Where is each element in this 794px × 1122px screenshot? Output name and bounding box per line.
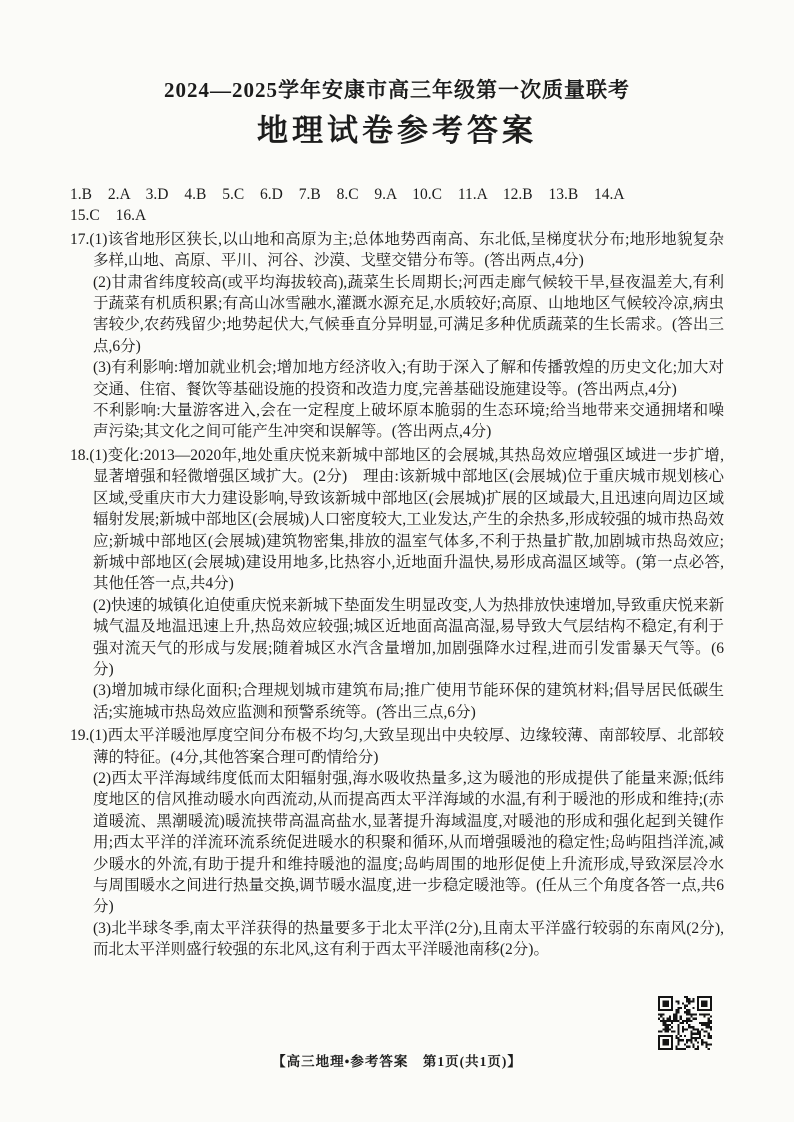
question-19-part-3: (3)北半球冬季,南太平洋获得的热量要多于北太平洋(2分),且南太平洋盛行较弱的东南风(2分),而北太平洋则盛行较强的东北风,这有利于西太平洋暖池南移(2分)。	[93, 919, 724, 959]
question-18-part-1	[70, 445, 724, 595]
question-19-part-1	[70, 725, 724, 768]
question-19-part-2: (2)西太平洋海域纬度低而太阳辐射强,海水吸收热量多,这为暖池的形成提供了能量来源;低纬度地区的信风推动暖水向西流动,从而提高西太平洋海域的水温,有利于暖池的形成和维持;(赤道暖流、黑潮暖流)暖流挟带高温高盐水,显著提升海域温度,对暖池的形成和强化起到关键作用;西太平洋的洋流环流系统促进暖水的积聚和循环,从而增强暖池的稳定性;岛屿阻挡洋流,减少暖水的外流,有助于提升和维持暖池的温度;岛屿周围的地形促使上升流形成,导致深层冷水与周围暖水之间进行热量交换,调节暖水温度,进一步稳定暖池等。(任从三个角度各答一点,共6分)	[93, 769, 724, 916]
answer-sheet-title: 地理试卷参考答案	[257, 113, 537, 148]
choice-answers-line2: 15.C 16.A	[70, 207, 147, 225]
question-18-part-2: (2)快速的城镇化迫使重庆悦来新城下垫面发生明显改变,人为热排放快速增加,导致重庆悦来新城气温及地温迅速上升,热岛效应较强;城区近地面高温高湿,易导致大气层结构不稳定,有利于强对流天气的形成与发展;随着城区水汽含量增加,加剧强降水过程,进而引发雷暴天气等。(6分)	[93, 596, 724, 678]
qr-code	[658, 996, 712, 1050]
question-18-number: 18.	[70, 446, 90, 464]
question-17-part-3-disadvantages: 不利影响:大量游客进入,会在一定程度上破坏原本脆弱的生态环境;给当地带来交通拥堵和噪声污染;其文化之间可能产生冲突和误解等。(答出两点,4分)	[93, 402, 724, 441]
question-17-part-3: (3)有利影响:增加就业机会;增加地方经济收入;有助于深入了解和传播敦煌的历史文化;加大对交通、住宿、餐饮等基础设施的投资和改造力度,完善基础设施建设等。(答出两点,4分)	[93, 359, 724, 398]
qr-code-graphic	[658, 996, 712, 1050]
question-18	[70, 445, 724, 723]
choice-answers-block	[70, 184, 724, 227]
question-17-answer-1: (1)该省地形区狭长,以山地和高原为主;总体地势西南高、东北低,呈梯度状分布;地形地貌复杂多样,山地、高原、平川、河谷、沙漠、戈壁交错分布等。(答出两点,4分)	[89, 230, 724, 270]
question-19	[70, 725, 724, 960]
question-17-part-1	[70, 229, 724, 272]
question-19-answer-1: (1)西太平洋暖池厚度空间分布极不均匀,大致呈现出中央较厚、边缘较薄、南部较厚、北部较薄的特征。(4分,其他答案合理可酌情给分)	[89, 727, 724, 766]
choice-answers-line1: 1.B 2.A 3.D 4.B 5.C 6.D 7.B 8.C 9.A 10.C 11.A 12.B 13.B 14.A	[70, 186, 625, 203]
footer-page-info: 【高三地理•参考答案 第1页(共1页)】	[272, 1054, 522, 1069]
question-17-number: 17.	[70, 230, 90, 248]
question-18-part-3: (3)增加城市绿化面积;合理规划城市建筑布局;推广使用节能环保的建筑材料;倡导居民低碳生活;实施城市热岛效应监测和预警系统等。(答出三点,6分)	[93, 682, 724, 721]
exam-title: 2024—2025学年安康市高三年级第一次质量联考	[164, 78, 630, 102]
question-17	[70, 229, 724, 443]
question-18-answer-1: (1)变化:2013—2020年,地处重庆悦来新城中部地区的会展城,其热岛效应增强区域进一步扩增,显著增强和轻微增强区域扩大。(2分) 理由:该新城中部地区(会展城)位于重庆城市规划核心区域,受重庆市大力建设影响,导致该新城中部地区(会展城)扩展的区域最大,且迅速向周边区域辐射发展;新城中部地区(会展城)人口密度较大,工业发达,产生的余热多,形成较强的城市热岛效应;新城中部地区(会展城)建筑物密集,排放的温室气体多,不利于热量扩散,加剧城市热岛效应;新城中部地区(会展城)建设用地多,比热容小,近地面升温快,易形成高温区域等。(第一点必答,其他任答一点,共4分)	[89, 446, 724, 593]
question-17-part-2: (2)甘肃省纬度较高(或平均海拔较高),蔬菜生长周期长;河西走廊气候较干旱,昼夜温差大,有利于蔬菜有机质积累;有高山冰雪融水,灌溉水源充足,水质较好;高原、山地地区气候较冷凉,病虫害较少,农药残留少;地势起伏大,气候垂直分异明显,可满足多种优质蔬菜的生长需求。(答出三点,6分)	[93, 273, 724, 355]
question-19-number: 19.	[70, 727, 90, 745]
